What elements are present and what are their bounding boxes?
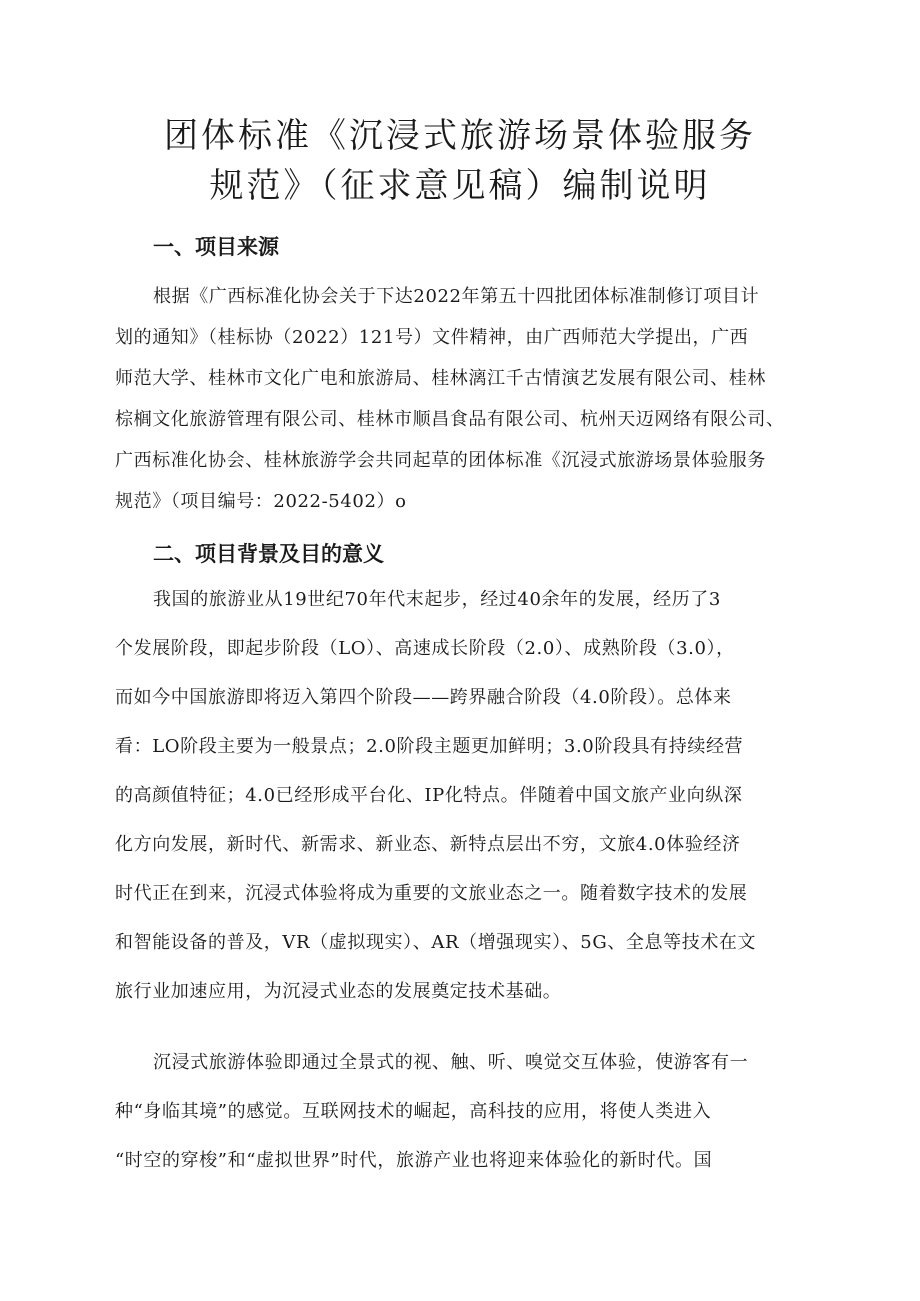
section-heading-background: 二、项目背景及目的意义 [153,542,384,566]
paragraph-line: “时空的穿梭”和“虚拟世界”时代，旅游产业也将迎来体验化的新时代。国 [115,1150,713,1171]
paragraph-line: 沉浸式旅游体验即通过全景式的视、触、听、嗅觉交互体验，使游客有一 [153,1052,749,1073]
section-heading-project-source: 一、项目来源 [153,235,279,259]
paragraph-line: 棕榈文化旅游管理有限公司、桂林市顺昌食品有限公司、杭州天迈网络有限公司、 [115,409,785,430]
paragraph-line: 的高颜值特征；4.0已经形成平台化、IP化特点。伴随着中国文旅产业向纵深 [115,785,743,806]
paragraph-line: 我国的旅游业从19世纪70年代末起步，经过40余年的发展，经历了3 [153,589,721,610]
paragraph-line: 化方向发展，新时代、新需求、新业态、新特点层出不穷，文旅4.0体验经济 [115,834,741,855]
document-title-line-2: 规范》（征求意见稿）编制说明 [209,166,711,206]
paragraph-line: 根据《广西标准化协会关于下达2022年第五十四批团体标准制修订项目计 [153,286,760,307]
paragraph-line: 和智能设备的普及，VR（虚拟现实）、AR（增强现实）、5G、全息等技术在文 [115,932,757,953]
paragraph-line: 看：LO阶段主要为一般景点；2.0阶段主题更加鲜明；3.0阶段具有持续经营 [115,736,744,757]
paragraph-line: 时代正在到来，沉浸式体验将成为重要的文旅业态之一。随着数字技术的发展 [115,883,748,904]
document-title-line-1: 团体标准《沉浸式旅游场景体验服务 [164,116,756,156]
paragraph-line: 而如今中国旅游即将迈入第四个阶段——跨界融合阶段（4.0阶段）。总体来 [115,687,732,708]
paragraph-line: 广西标准化协会、桂林旅游学会共同起草的团体标准《沉浸式旅游场景体验服务 [115,450,766,471]
paragraph-line: 师范大学、桂林市文化广电和旅游局、桂林漓江千古情演艺发展有限公司、桂林 [115,368,766,389]
paragraph-line: 划的通知》（桂标协（2022）121号）文件精神，由广西师范大学提出，广西 [115,327,749,348]
paragraph-line: 个发展阶段，即起步阶段（LO）、高速成长阶段（2.0）、成熟阶段（3.0）， [115,638,735,659]
paragraph-line: 旅行业加速应用，为沉浸式业态的发展奠定技术基础。 [115,981,562,1002]
paragraph-line: 规范》（项目编号：2022-5402）o [115,491,407,512]
paragraph-line: 种“身临其境”的感觉。互联网技术的崛起，高科技的应用，将使人类进入 [115,1101,712,1122]
